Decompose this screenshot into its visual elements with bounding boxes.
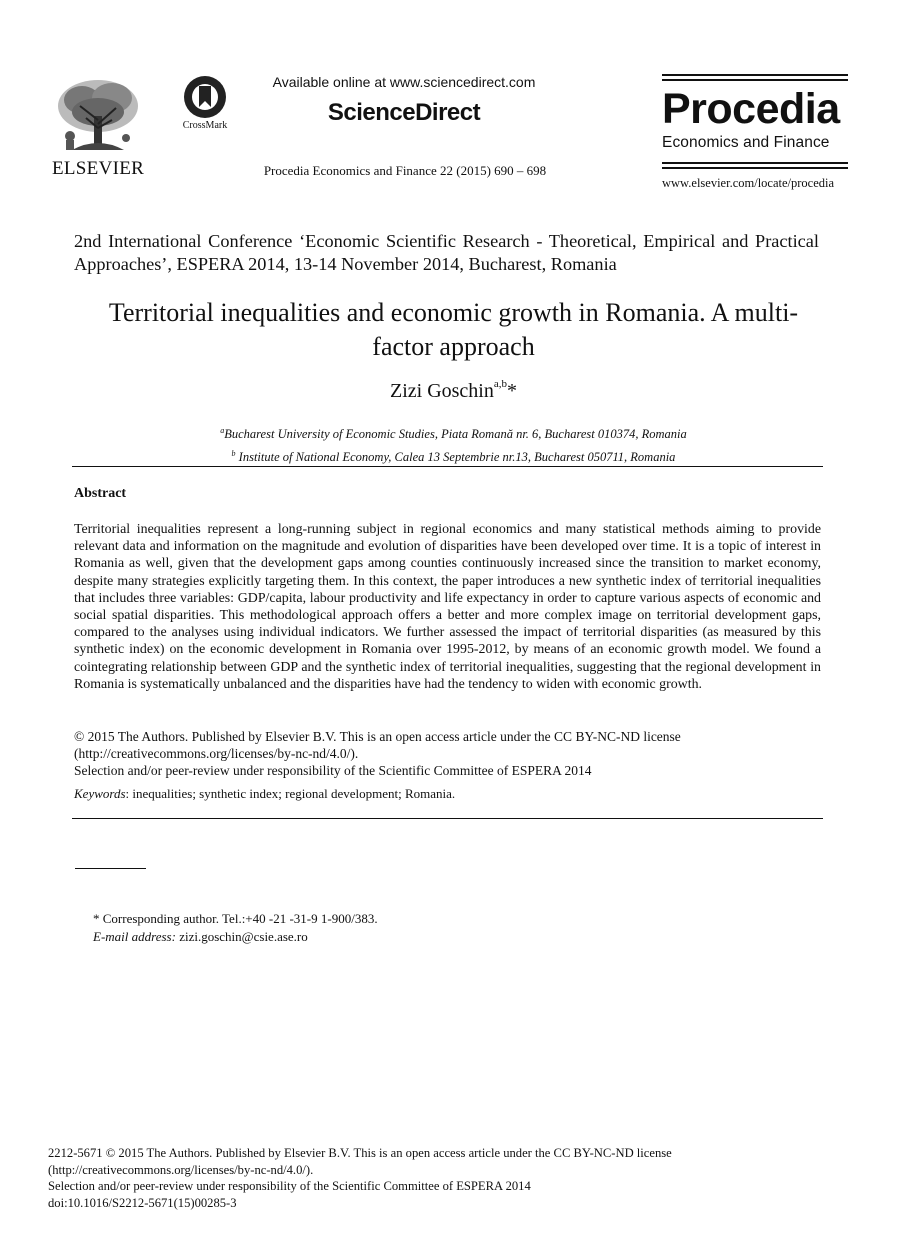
divider-top — [72, 466, 823, 467]
author-line — [100, 380, 807, 403]
bottom-copyright — [48, 1145, 848, 1211]
license-block — [74, 728, 821, 779]
crossmark-icon — [181, 74, 229, 120]
affiliation-a — [100, 421, 807, 444]
procedia-url-link[interactable]: www.elsevier.com/locate/procedia — [662, 176, 835, 190]
email-label: E-mail address: — [93, 929, 176, 944]
conference-name: 2nd International Conference ‘Economic Scientific Research - Theoretical, Empirical and Practical Approaches’, ESPERA 2014, 13-14 November 2014, Bucharest, Romania — [74, 231, 819, 274]
email-line — [93, 928, 793, 946]
crossmark-badge[interactable] — [176, 74, 234, 132]
author-affiliation-marks: a,b — [493, 378, 507, 391]
keywords-text: : inequalities; synthetic index; regional development; Romania. — [125, 786, 456, 801]
footnote — [93, 910, 793, 946]
publisher-name: ELSEVIER — [52, 158, 145, 179]
author-name: Zizi Goschin — [389, 380, 494, 402]
peer-review-line: Selection and/or peer-review under responsibility of the Scientific Committee of ESPERA 2014 — [74, 763, 592, 778]
paper-title: Territorial inequalities and economic growth in Romania. A multi-factor approach — [108, 298, 799, 361]
journal-reference: Procedia Economics and Finance 22 (2015) 690 – 698 — [263, 163, 547, 178]
procedia-rule-bottom-2 — [662, 167, 848, 169]
procedia-logo — [662, 74, 848, 194]
available-online-text: Available online at www.sciencedirect.com — [272, 74, 536, 90]
affiliation-b — [100, 444, 807, 467]
doi-line[interactable]: doi:10.1016/S2212-5671(15)00285-3 — [48, 1195, 237, 1210]
crossmark-label: CrossMark — [182, 120, 228, 131]
procedia-rule-top — [662, 74, 848, 76]
issn-copyright-line: 2212-5671 © 2015 The Authors. Published by Elsevier B.V. This is an open access article under the CC BY-NC-ND license — [48, 1146, 672, 1160]
abstract-body: Territorial inequalities represent a long-running subject in regional economics and many statistical methods aiming to provide relevant data and information on the magnitude and evolution of disparities have been developed over time. It is a topic of interest in Romania as well, given that the development gaps among counties continuously increased since the transition to market economy, despite many strategies explicitly targeting them. In this context, the paper introduces a new synthetic index of territorial inequalities that includes three variables: GDP/capita, labour productivity and life expectancy in order to capture various aspects of economic and social spatial disparities. This methodological approach offers a better and more complex image on territorial development gaps, compared to the analyses using individual indicators. We further assessed the impact of territorial disparities (as measured by this synthetic index) on the economic development in Romania over 1995-2012, by means of an economic growth model. We found a cointegrating relationship between GDP and the synthetic index of territorial inequalities, suggesting that the regional development in Romania is systematically unbalanced and the disparities have had the tendency to widen with economic growth. — [74, 522, 821, 692]
email-link[interactable]: zizi.goschin@csie.ase.ro — [175, 929, 308, 944]
divider-bottom — [72, 818, 823, 819]
corresponding-author-note: * Corresponding author. Tel.:+40 -21 -31-9 1-900/383. — [93, 911, 378, 926]
affiliations — [100, 421, 807, 467]
procedia-title: Procedia — [662, 85, 840, 133]
keywords — [74, 786, 821, 802]
footnote-rule — [75, 868, 146, 869]
keywords-label: Keywords — [74, 786, 126, 801]
license-url-link[interactable]: (http://creativecommons.org/licenses/by-nc-nd/4.0/). — [74, 746, 359, 761]
elsevier-logo — [52, 76, 145, 179]
procedia-subtitle: Economics and Finance — [662, 134, 830, 151]
abstract-heading: Abstract — [74, 486, 127, 501]
procedia-rule-top-2 — [662, 79, 848, 81]
affiliation-mark: a — [220, 426, 225, 435]
sciencedirect-brand: ScienceDirect — [327, 99, 481, 126]
affiliation-text: Institute of National Economy, Calea 13 Septembrie nr.13, Bucharest 050711, Romania — [235, 450, 676, 465]
procedia-rule-bottom — [662, 162, 848, 164]
affiliation-mark: b — [231, 449, 236, 459]
corresponding-author-mark: * — [507, 380, 517, 402]
bottom-peer-review-line: Selection and/or peer-review under responsibility of the Scientific Committee of ESPERA 2014 — [48, 1179, 531, 1193]
bottom-license-url-link[interactable]: (http://creativecommons.org/licenses/by-nc-nd/4.0/). — [48, 1162, 314, 1177]
affiliation-text: Bucharest University of Economic Studies, Piata Romană nr. 6, Bucharest 010374, Romania — [224, 427, 687, 442]
license-line: © 2015 The Authors. Published by Elsevier B.V. This is an open access article under the CC BY-NC-ND license — [74, 729, 681, 744]
elsevier-tree-icon — [52, 76, 144, 156]
